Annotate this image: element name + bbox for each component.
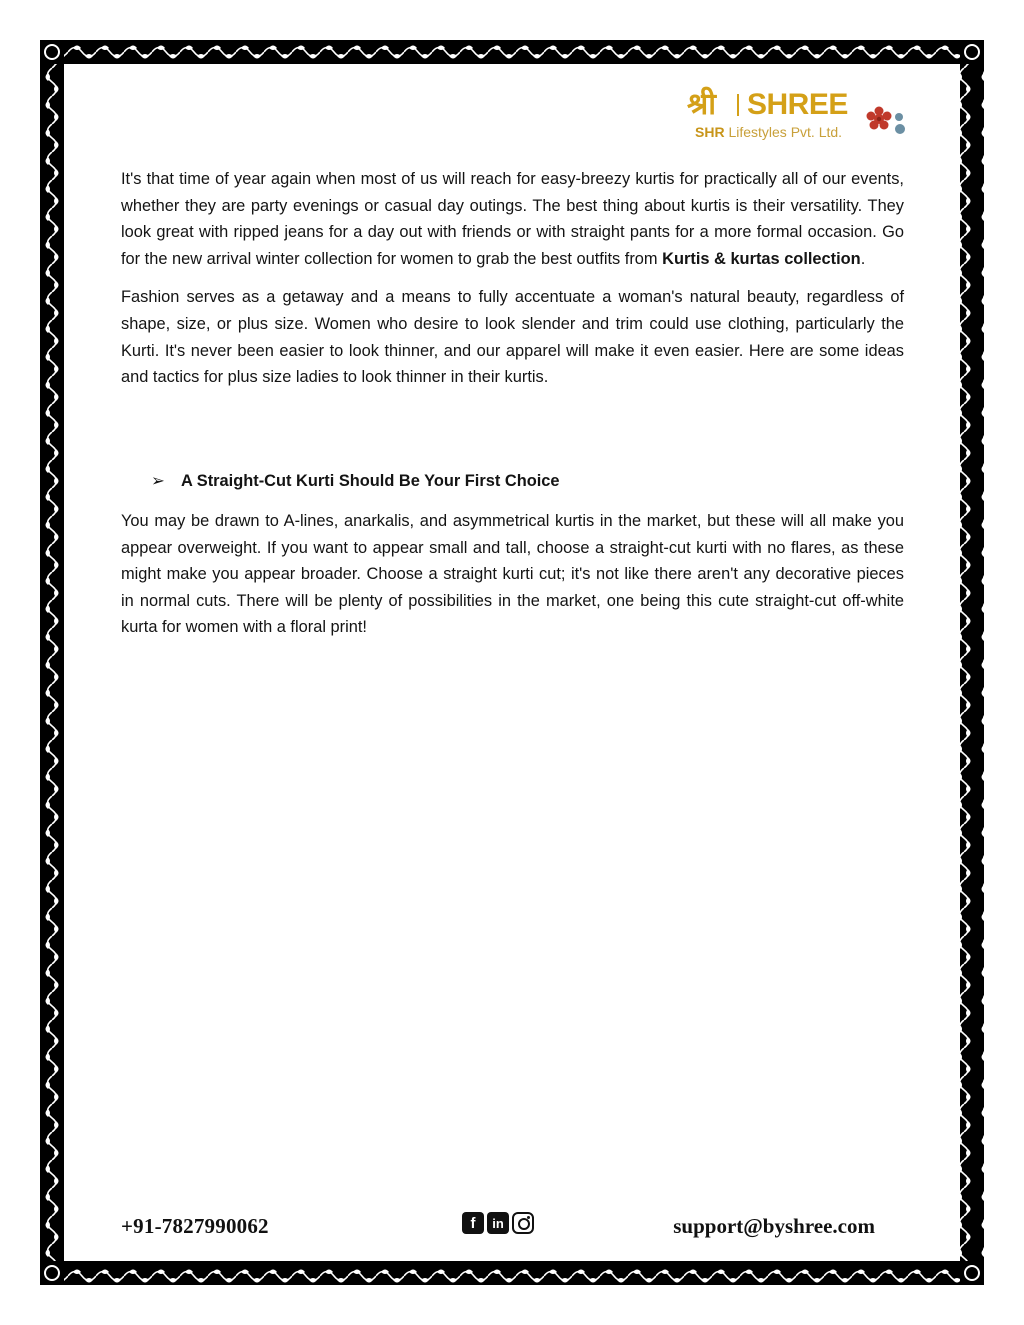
logo-subtitle-bold: SHR [695,124,725,140]
paragraph-intro-end: . [860,249,866,268]
logo-brand-text: SHREE [747,88,848,121]
logo-separator [737,94,739,116]
paragraph-straight-cut: You may be drawn to A-lines, anarkalis, and asymmetrical kurtis in the market, but these will all make you appear overweight. If you want to appear small and tall, choose a straight-cut kurti with no flares, as these might make you appear broader. Choose a straight kurti cut; it's not like there aren't any decorative pieces in normal cuts. There will be plenty of possibilities in the market, one being this cute straight-cut off-white kurta for women with a floral print! [121,512,904,637]
logo-hindi-text: श्री [687,87,717,122]
dots-icon [893,112,907,136]
footer-phone[interactable]: +91-7827990062 [121,1214,269,1238]
flower-icon [866,106,892,132]
footer-email[interactable]: support@byshree.com [673,1214,875,1238]
facebook-icon[interactable]: f [462,1212,484,1234]
logo-subtitle [695,124,842,140]
article-body-section [121,508,904,653]
kurtis-collection-link[interactable]: Kurtis & kurtas collection [662,249,861,268]
company-logo [687,88,917,146]
section-heading [151,469,560,493]
logo-subtitle-rest: Lifestyles Pvt. Ltd. [724,124,843,140]
section-heading-text: A Straight-Cut Kurti Should Be Your First Choice [181,472,560,490]
linkedin-icon[interactable]: in [487,1212,509,1234]
paragraph-fashion: Fashion serves as a getaway and a means to fully accentuate a woman's natural beauty, regardless of shape, size, or plus size. Women who desire to look slender and trim could use clothing, particularly the Kurti. It's never been easier to look thinner, and our apparel will make it even easier. Here are some ideas and tactics for plus size ladies to look thinner in their kurtis. [121,288,904,387]
paragraph-intro [121,166,904,272]
arrow-bullet-icon: ➢ [151,472,165,490]
article-body [121,166,904,403]
instagram-icon[interactable] [512,1212,534,1234]
paragraph-intro-text: It's that time of year again when most of us will reach for easy-breezy kurtis for practically all of our events, whether they are party evenings or casual day outings. The best thing about kurtis is their versatility. They look great with ripped jeans for a day out with friends or with straight pants for a more formal occasion. Go for the new arrival winter collection for women to grab the best outfits from [121,170,904,268]
social-icons [462,1212,534,1236]
